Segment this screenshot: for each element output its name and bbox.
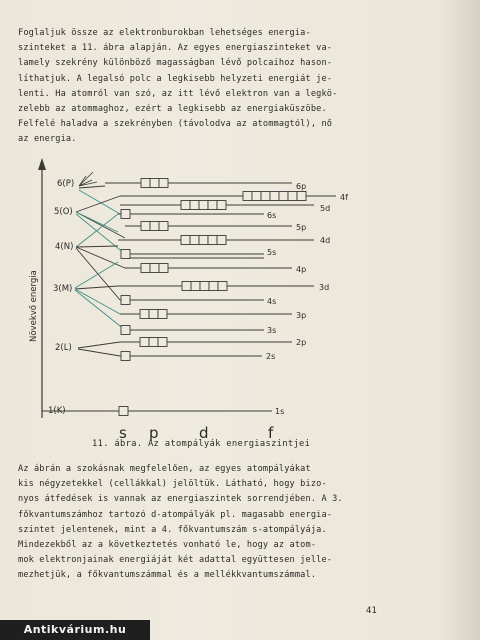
orbital-cell-3p-1 bbox=[140, 310, 149, 319]
orbital-cell-3d-4 bbox=[209, 282, 218, 291]
orbital-cell-3p-3 bbox=[158, 310, 167, 319]
orbital-cell-4f-7 bbox=[297, 192, 306, 201]
orbital-cell-5d-5 bbox=[217, 201, 226, 210]
orbital-label-6s: 6s bbox=[267, 211, 277, 220]
orbital-cell-5p-2 bbox=[150, 222, 159, 231]
orbital-cell-4f-5 bbox=[279, 192, 288, 201]
orbital-cell-6s-1 bbox=[121, 210, 130, 219]
page-number: 41 bbox=[366, 606, 377, 616]
orbital-cell-2p-2 bbox=[149, 338, 158, 347]
orbital-cell-4d-4 bbox=[208, 236, 217, 245]
orbital-label-5s: 5s bbox=[267, 248, 277, 257]
orbital-cell-4f-2 bbox=[252, 192, 261, 201]
orbital-cell-4f-6 bbox=[288, 192, 297, 201]
orbital-cell-4d-3 bbox=[199, 236, 208, 245]
orbital-cell-4f-3 bbox=[261, 192, 270, 201]
figure-caption: 11. ábra. Az atompályák energiaszintjei bbox=[92, 439, 311, 449]
orbital-cell-5d-4 bbox=[208, 201, 217, 210]
orbital-cell-5s-1 bbox=[121, 250, 130, 259]
orbital-cell-3d-3 bbox=[200, 282, 209, 291]
orbital-label-5d: 5d bbox=[320, 204, 331, 213]
watermark-logo: Antikvárium.hu bbox=[0, 620, 150, 640]
orbital-label-3d: 3d bbox=[319, 283, 330, 292]
energy-axis-label: Növekvő energia bbox=[29, 270, 39, 342]
orbital-cell-4p-3 bbox=[159, 264, 168, 273]
level-label-2l: 2(L) bbox=[55, 343, 72, 353]
orbital-cell-5d-2 bbox=[190, 201, 199, 210]
orbital-cell-4p-1 bbox=[141, 264, 150, 273]
orbital-cell-3d-2 bbox=[191, 282, 200, 291]
orbital-cell-6p-3 bbox=[159, 179, 168, 188]
sublevel-axis-d: d bbox=[199, 424, 209, 442]
orbital-cell-3d-5 bbox=[218, 282, 227, 291]
orbital-cell-4d-2 bbox=[190, 236, 199, 245]
orbital-cell-3s-1 bbox=[121, 326, 130, 335]
orbital-label-5p: 5p bbox=[296, 223, 307, 232]
orbital-cell-3d-1 bbox=[182, 282, 191, 291]
orbital-group bbox=[42, 179, 348, 417]
orbital-label-4d: 4d bbox=[320, 236, 331, 245]
level-label-6p: 6(P) bbox=[57, 179, 75, 189]
orbital-label-2s: 2s bbox=[266, 352, 276, 361]
orbital-cell-6p-1 bbox=[141, 179, 150, 188]
orbital-label-4p: 4p bbox=[296, 265, 307, 274]
orbital-cell-5d-3 bbox=[199, 201, 208, 210]
sublevel-axis-s: s bbox=[119, 424, 127, 442]
orbital-cell-5p-1 bbox=[141, 222, 150, 231]
orbital-cell-2s-1 bbox=[121, 352, 130, 361]
orbital-label-6p: 6p bbox=[296, 182, 307, 191]
orbital-label-4s: 4s bbox=[267, 297, 277, 306]
orbital-label-4f: 4f bbox=[340, 193, 348, 202]
orbital-cell-5d-1 bbox=[181, 201, 190, 210]
orbital-cell-2p-3 bbox=[158, 338, 167, 347]
level-6-starburst bbox=[79, 172, 97, 186]
orbital-label-3p: 3p bbox=[296, 311, 307, 320]
sublevel-axis-p: p bbox=[149, 424, 159, 442]
paragraph-top: Foglaljuk össze az elektronburokban lehetséges energia- szinteket a 11. ábra alapján. Az egyes energiaszinteket va- lamely szekrény különböző magasságban lévő polcaihoz hason- líthatjuk. A legalsó polc a legkisebb helyzeti energiát je- lenti. Ha atomról van szó, az itt lévő elektron van a legkö- zelebb az atommaghoz, ezért a legkisebb az energiaküszöbe. Felfelé haladva a szekrényben (távolodva az atommagtól), nő az energia. bbox=[18, 28, 338, 145]
orbital-cell-4s-1 bbox=[121, 296, 130, 305]
orbital-cell-4p-2 bbox=[150, 264, 159, 273]
orbital-cell-1s-1 bbox=[119, 407, 128, 416]
orbital-label-2p: 2p bbox=[296, 338, 307, 347]
orbital-cell-2p-1 bbox=[140, 338, 149, 347]
orbital-cell-3p-2 bbox=[149, 310, 158, 319]
orbital-label-1s: 1s bbox=[275, 407, 285, 416]
level-label-4n: 4(N) bbox=[55, 242, 74, 252]
orbital-cell-4f-4 bbox=[270, 192, 279, 201]
orbital-cell-4d-1 bbox=[181, 236, 190, 245]
orbital-label-3s: 3s bbox=[267, 326, 277, 335]
paragraph-bottom: Az ábrán a szokásnak megfelelően, az egyes atompályákat kis négyzetekkel (cellákkal) jelöltük. Látható, hogy bizo- nyos átfedések is vannak az energiaszintek sorrendjében. A 3. főkvantumszámhoz tartozó d-atompályák pl. magasabb energia- szintet jelentenek, mint a 4. főkvantumszám s-atompályája. Mindezekből az a következtetés vonható le, hogy az atom- mok elektronjainak energiáját két adattal együttesen jelle- mezhetjük, a főkvantumszámmal és a mellékkvantumszámmal. bbox=[18, 464, 343, 581]
orbital-cell-4f-1 bbox=[243, 192, 252, 201]
orbital-cell-5p-3 bbox=[159, 222, 168, 231]
level-label-5o: 5(O) bbox=[54, 207, 73, 217]
level-label-3m: 3(M) bbox=[53, 284, 73, 294]
energy-axis-arrow bbox=[38, 158, 46, 170]
orbital-cell-4d-5 bbox=[217, 236, 226, 245]
sublevel-axis-f: f bbox=[268, 424, 274, 442]
orbital-cell-6p-2 bbox=[150, 179, 159, 188]
level-label-1k: 1(K) bbox=[48, 406, 66, 416]
